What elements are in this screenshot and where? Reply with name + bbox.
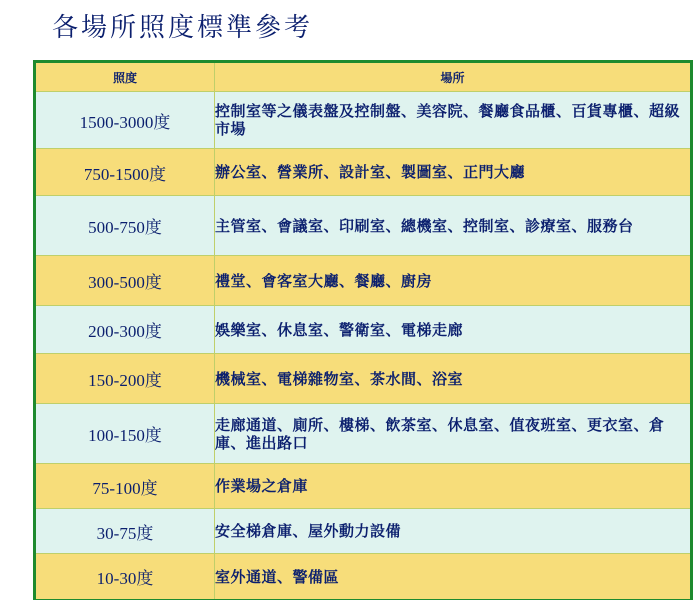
header-lux: 照度: [35, 62, 215, 92]
place-cell: 辦公室、營業所、設計室、製圖室、正門大廳: [215, 149, 692, 196]
lux-cell: 10-30度: [35, 554, 215, 600]
place-cell: 安全梯倉庫、屋外動力設備: [215, 509, 692, 554]
place-cell: 娛樂室、休息室、警衛室、電梯走廊: [215, 306, 692, 354]
table-row: [35, 554, 692, 600]
place-cell: 禮堂、會客室大廳、餐廳、廚房: [215, 256, 692, 306]
lux-cell: 1500-3000度: [35, 92, 215, 149]
lux-cell: 30-75度: [35, 509, 215, 554]
lux-cell: 500-750度: [35, 196, 215, 256]
lux-cell: 75-100度: [35, 464, 215, 509]
place-cell: 機械室、電梯雜物室、茶水間、浴室: [215, 354, 692, 404]
lux-cell: 300-500度: [35, 256, 215, 306]
page-title: 各場所照度標準參考: [52, 13, 314, 43]
header-place: 場所: [215, 62, 692, 92]
table-row: [35, 464, 692, 509]
lux-cell: 200-300度: [35, 306, 215, 354]
table-row: [35, 404, 692, 464]
place-cell: 室外通道、警備區: [215, 554, 692, 600]
table-row: [35, 509, 692, 554]
place-cell: 控制室等之儀表盤及控制盤、美容院、餐廳食品櫃、百貨專櫃、超級市場: [215, 92, 692, 149]
table-row: [35, 92, 692, 149]
place-cell: 走廊通道、廁所、樓梯、飲茶室、休息室、值夜班室、更衣室、倉庫、進出路口: [215, 404, 692, 464]
place-cell: 主管室、會議室、印刷室、總機室、控制室、診療室、服務台: [215, 196, 692, 256]
table-row: [35, 354, 692, 404]
table-header-row: [35, 62, 692, 92]
table-row: [35, 256, 692, 306]
table-row: [35, 149, 692, 196]
table-row: [35, 196, 692, 256]
lux-cell: 100-150度: [35, 404, 215, 464]
table-row: [35, 306, 692, 354]
lux-cell: 150-200度: [35, 354, 215, 404]
place-cell: 作業場之倉庫: [215, 464, 692, 509]
lux-cell: 750-1500度: [35, 149, 215, 196]
illuminance-table: [33, 60, 693, 600]
